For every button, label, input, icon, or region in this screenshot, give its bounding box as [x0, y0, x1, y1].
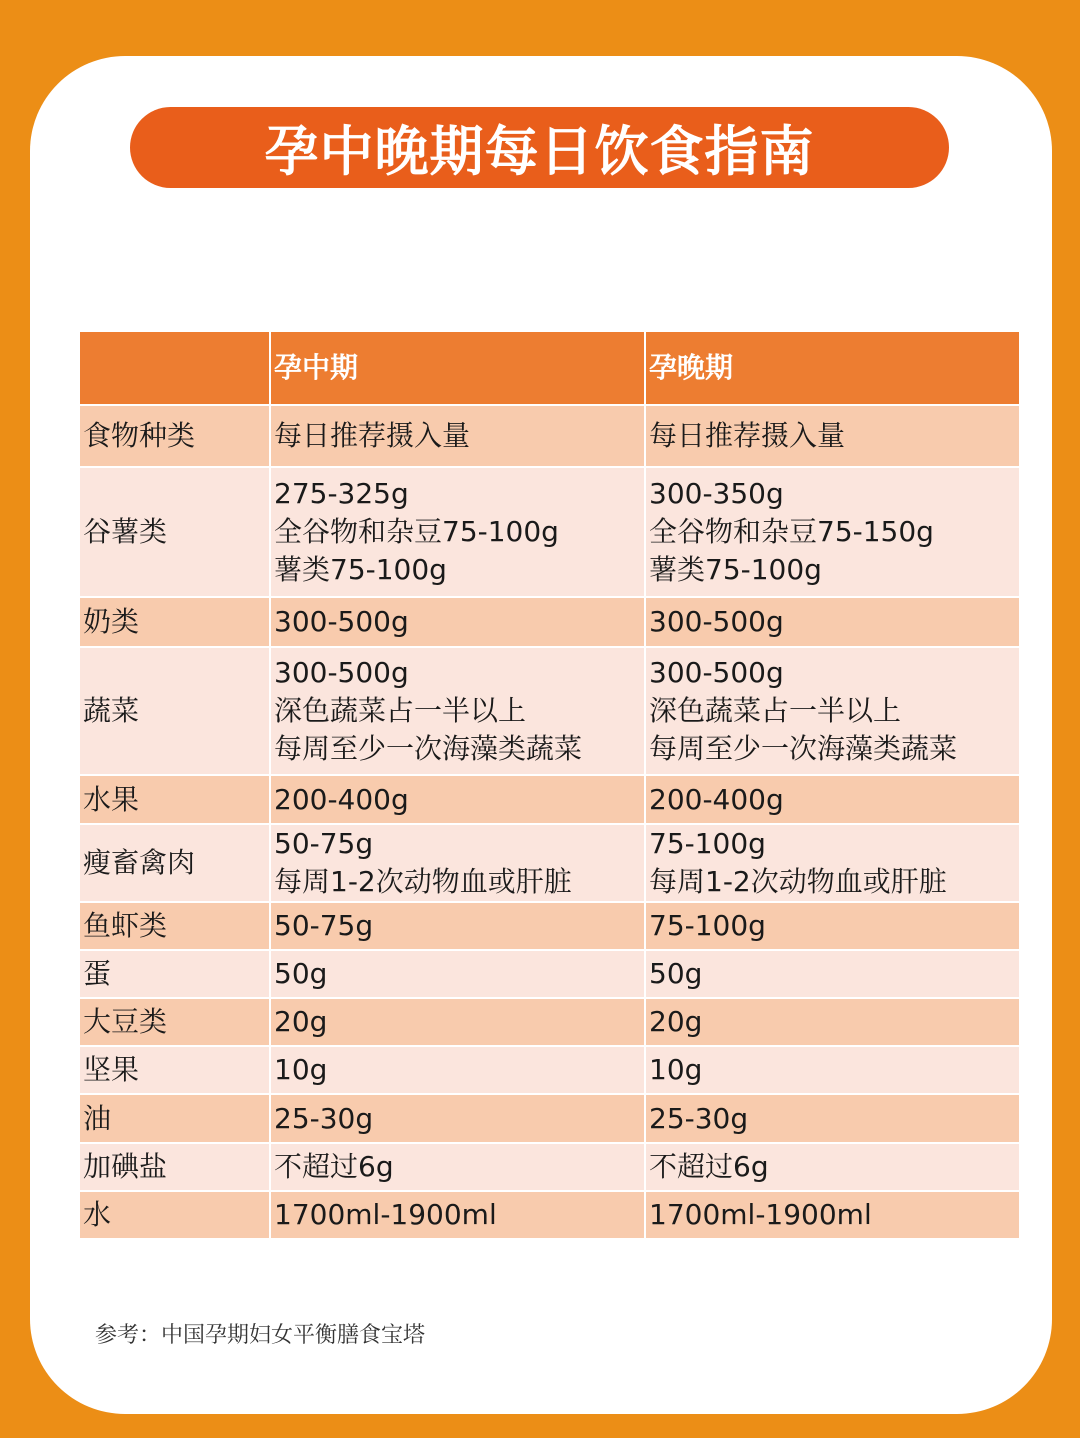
- mid-pregnancy-cell: [271, 825, 646, 903]
- intake-line: 300-350g: [649, 477, 784, 510]
- intake-line: 每周至少一次海藻类蔬菜: [649, 732, 958, 765]
- table-row: [80, 951, 1019, 999]
- intake-line: 300-500g: [649, 605, 784, 638]
- intake-line: 薯类75-100g: [274, 553, 447, 586]
- intake-line: 20g: [649, 1005, 703, 1038]
- mid-pregnancy-cell: [271, 648, 646, 776]
- food-category-cell: 水: [80, 1192, 271, 1240]
- intake-line: 每日推荐摄入量: [274, 419, 471, 452]
- mid-pregnancy-cell: [271, 999, 646, 1047]
- table-row: [80, 598, 1019, 648]
- intake-line: 275-325g: [274, 477, 409, 510]
- food-category-cell: 坚果: [80, 1047, 271, 1095]
- reference-footnote: 参考：中国孕期妇女平衡膳食宝塔: [95, 1323, 426, 1348]
- table-body: [80, 406, 1019, 1240]
- header-cell-blank: [80, 332, 271, 406]
- food-category-cell: 水果: [80, 776, 271, 825]
- intake-line: 50-75g: [274, 909, 374, 942]
- intake-line: 10g: [274, 1053, 328, 1086]
- table-row: [80, 1144, 1019, 1192]
- intake-line: 深色蔬菜占一半以上: [649, 694, 902, 727]
- table-row: [80, 1192, 1019, 1240]
- intake-line: 1700ml-1900ml: [274, 1198, 497, 1231]
- late-pregnancy-cell: [646, 999, 1019, 1047]
- mid-pregnancy-cell: [271, 1095, 646, 1144]
- late-pregnancy-cell: [646, 1192, 1019, 1240]
- intake-line: 薯类75-100g: [649, 553, 822, 586]
- intake-line: 深色蔬菜占一半以上: [274, 694, 527, 727]
- intake-line: 50g: [649, 957, 703, 990]
- table-row: [80, 468, 1019, 598]
- intake-line: 200-400g: [274, 782, 409, 816]
- intake-line: 全谷物和杂豆75-150g: [649, 515, 934, 548]
- table-row: [80, 999, 1019, 1047]
- intake-line: 50-75g: [274, 827, 374, 860]
- header-cell-mid-pregnancy: 孕中期: [271, 332, 646, 406]
- food-category-cell: 鱼虾类: [80, 903, 271, 951]
- food-category-cell: 蔬菜: [80, 648, 271, 776]
- food-category-cell: 加碘盐: [80, 1144, 271, 1192]
- title-banner: [130, 107, 949, 188]
- food-category-cell: 蛋: [80, 951, 271, 999]
- mid-pregnancy-cell: [271, 1144, 646, 1192]
- food-category-cell: 奶类: [80, 598, 271, 648]
- mid-pregnancy-cell: [271, 1192, 646, 1240]
- intake-line: 每周至少一次海藻类蔬菜: [274, 732, 583, 765]
- food-category-cell: 食物种类: [80, 406, 271, 468]
- intake-line: 300-500g: [274, 605, 409, 638]
- mid-pregnancy-cell: [271, 951, 646, 999]
- intake-line: 每日推荐摄入量: [649, 419, 846, 452]
- table-row: [80, 825, 1019, 903]
- intake-line: 10g: [649, 1053, 703, 1086]
- intake-line: 300-500g: [274, 656, 409, 689]
- intake-line: 不超过6g: [649, 1150, 769, 1183]
- intake-line: 每周1-2次动物血或肝脏: [649, 865, 947, 898]
- late-pregnancy-cell: [646, 1095, 1019, 1144]
- intake-line: 200-400g: [649, 782, 784, 816]
- late-pregnancy-cell: [646, 825, 1019, 903]
- page-title: 孕中晚期每日饮食指南: [264, 120, 815, 183]
- intake-line: 不超过6g: [274, 1150, 394, 1183]
- intake-line: 300-500g: [649, 656, 784, 689]
- diet-guide-table: [80, 332, 1019, 1240]
- food-category-cell: 谷薯类: [80, 468, 271, 598]
- late-pregnancy-cell: [646, 903, 1019, 951]
- late-pregnancy-cell: [646, 1144, 1019, 1192]
- table-row: [80, 1047, 1019, 1095]
- late-pregnancy-cell: [646, 468, 1019, 598]
- mid-pregnancy-cell: [271, 598, 646, 648]
- late-pregnancy-cell: [646, 776, 1019, 825]
- table-row: [80, 776, 1019, 825]
- mid-pregnancy-cell: [271, 903, 646, 951]
- food-category-cell: 油: [80, 1095, 271, 1144]
- mid-pregnancy-cell: [271, 468, 646, 598]
- mid-pregnancy-cell: [271, 406, 646, 468]
- intake-line: 25-30g: [274, 1101, 374, 1135]
- late-pregnancy-cell: [646, 648, 1019, 776]
- intake-line: 75-100g: [649, 909, 766, 942]
- table-row: [80, 648, 1019, 776]
- intake-line: 50g: [274, 957, 328, 990]
- table-header-row: [80, 332, 1019, 406]
- intake-line: 1700ml-1900ml: [649, 1198, 872, 1231]
- food-category-cell: 大豆类: [80, 999, 271, 1047]
- mid-pregnancy-cell: [271, 776, 646, 825]
- intake-line: 每周1-2次动物血或肝脏: [274, 865, 572, 898]
- late-pregnancy-cell: [646, 406, 1019, 468]
- late-pregnancy-cell: [646, 951, 1019, 999]
- late-pregnancy-cell: [646, 598, 1019, 648]
- table-row: [80, 406, 1019, 468]
- late-pregnancy-cell: [646, 1047, 1019, 1095]
- intake-line: 25-30g: [649, 1101, 749, 1135]
- table-row: [80, 903, 1019, 951]
- intake-line: 20g: [274, 1005, 328, 1038]
- intake-line: 75-100g: [649, 827, 766, 860]
- mid-pregnancy-cell: [271, 1047, 646, 1095]
- intake-line: 全谷物和杂豆75-100g: [274, 515, 559, 548]
- header-cell-late-pregnancy: 孕晚期: [646, 332, 1019, 406]
- table-row: [80, 1095, 1019, 1144]
- food-category-cell: 瘦畜禽肉: [80, 825, 271, 903]
